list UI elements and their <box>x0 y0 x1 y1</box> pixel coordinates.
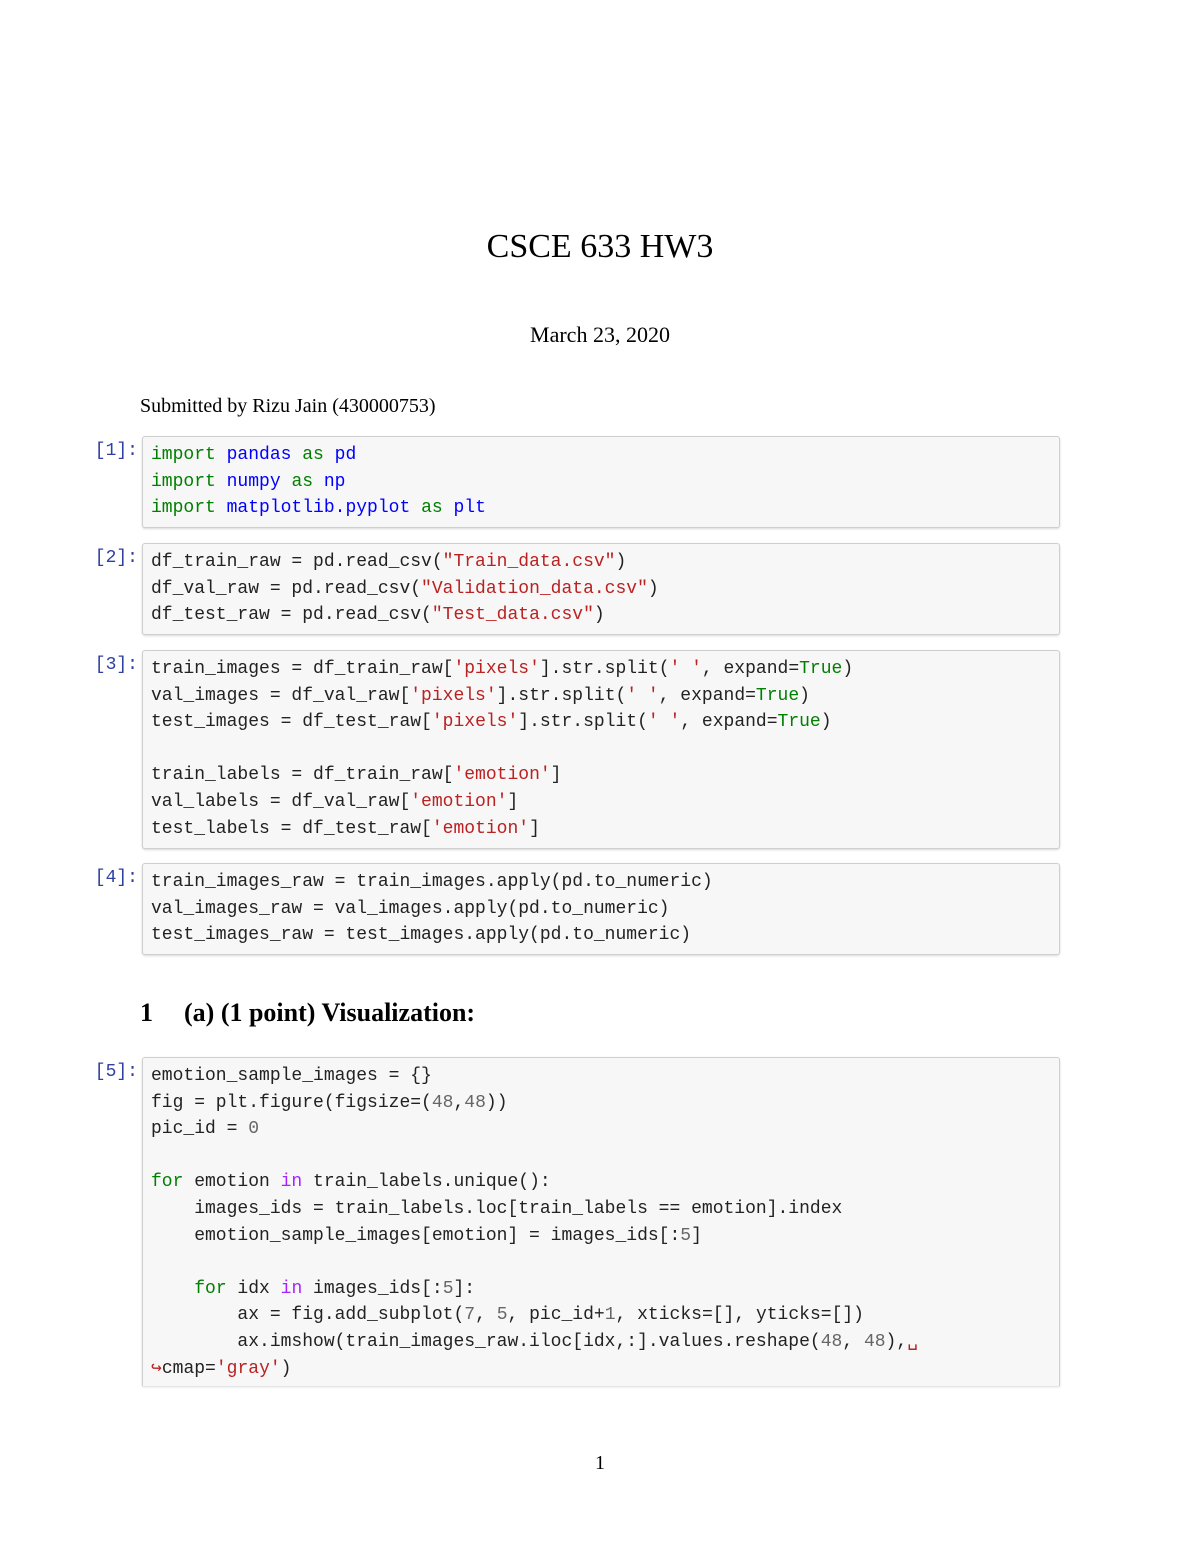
code-token: train_images_raw = train_images.apply(pd.to_numeric) <box>151 872 713 892</box>
code-line <box>151 872 713 892</box>
code-token: images_ids[: <box>302 1278 443 1299</box>
code-line <box>151 765 561 785</box>
code-token: train_labels.unique(): <box>302 1172 551 1193</box>
code-token: , expand= <box>680 712 778 733</box>
code-token: ax = fig.add_subplot( <box>151 1305 465 1326</box>
code-token: test_images = df_test_raw[ <box>151 712 432 733</box>
code-token: 0 <box>248 1119 260 1140</box>
code-token: as <box>421 498 443 519</box>
code-token <box>216 472 227 492</box>
code-token: test_labels = df_test_raw[ <box>151 818 432 839</box>
code-token: , xticks=[], yticks=[]) <box>615 1305 864 1326</box>
document-title: CSCE 633 HW3 <box>486 228 714 265</box>
code-token: )) <box>485 1092 508 1113</box>
code-token: ].str.split( <box>518 712 648 733</box>
code-token: df_train_raw = pd.read_csv( <box>151 552 443 572</box>
code-token: 5 <box>680 1225 692 1246</box>
code-block <box>143 437 1059 522</box>
code-token: 'emotion' <box>453 765 551 786</box>
code-line <box>151 1119 259 1139</box>
code-token: ) <box>799 685 810 706</box>
code-token <box>443 498 454 518</box>
code-token: ax.imshow(train_images_raw.iloc[idx,:].values.reshape( <box>151 1331 821 1352</box>
code-block <box>143 651 1059 842</box>
code-token: as <box>302 445 324 465</box>
code-token: idx <box>226 1278 281 1299</box>
code-line <box>151 1199 842 1219</box>
code-token: 'pixels' <box>453 659 540 679</box>
code-line <box>151 899 669 919</box>
code-line <box>151 1226 702 1246</box>
code-token: val_images = df_val_raw[ <box>151 685 411 706</box>
code-input-box[interactable] <box>142 863 1060 955</box>
code-token: ' ' <box>647 712 681 733</box>
code-token: 48 <box>820 1331 843 1352</box>
code-token: ' ' <box>626 685 659 706</box>
code-token: True <box>755 685 800 706</box>
code-line <box>151 659 853 679</box>
code-token: , expand= <box>658 685 756 706</box>
code-token: import <box>151 498 216 519</box>
code-token: ] <box>691 1225 702 1246</box>
code-input-box[interactable] <box>142 1057 1060 1386</box>
code-token: pandas <box>226 445 292 465</box>
code-line <box>151 1066 432 1086</box>
code-token: , <box>453 1092 465 1113</box>
code-token: df_test_raw = pd.read_csv( <box>151 605 432 626</box>
code-token: 5 <box>496 1305 508 1326</box>
code-token <box>324 445 335 465</box>
code-line <box>151 1359 291 1379</box>
code-token: True <box>777 712 821 733</box>
code-token: plt <box>453 498 486 519</box>
code-input-box[interactable] <box>142 436 1060 528</box>
code-token: val_images_raw = val_images.apply(pd.to_numeric) <box>151 898 670 919</box>
code-token: for <box>151 1172 184 1193</box>
code-token: 48 <box>464 1092 486 1113</box>
code-token: ↪ <box>151 1358 162 1379</box>
code-token: 'emotion' <box>431 818 530 839</box>
code-token: as <box>291 471 314 492</box>
code-line <box>151 1172 551 1192</box>
code-token: ] <box>550 765 562 786</box>
code-token <box>216 498 227 518</box>
code-token <box>313 472 324 492</box>
code-token: ] <box>529 818 540 839</box>
code-token <box>291 445 302 465</box>
code-token: test_images_raw = test_images.apply(pd.to_numeric) <box>151 925 692 946</box>
code-token: ' ' <box>669 659 702 679</box>
code-token: ) <box>615 552 627 572</box>
code-line <box>151 1093 508 1113</box>
code-cell-3 <box>88 650 1060 849</box>
code-token <box>151 1279 194 1299</box>
code-token: 7 <box>464 1305 476 1326</box>
code-input-box[interactable] <box>142 543 1060 635</box>
code-cell-4 <box>88 863 1060 955</box>
code-token: ), <box>885 1331 908 1352</box>
code-token: ].str.split( <box>496 685 627 706</box>
code-line <box>151 552 626 572</box>
page-number: 1 <box>595 1452 605 1474</box>
code-token: 'pixels' <box>410 685 497 706</box>
code-token: ) <box>593 605 605 626</box>
section-number: 1 <box>140 998 153 1027</box>
code-token: emotion <box>183 1172 281 1193</box>
code-token <box>281 472 292 492</box>
code-token: 48 <box>431 1092 454 1113</box>
code-token: train_labels = df_train_raw[ <box>151 765 454 786</box>
code-token: for <box>194 1278 227 1299</box>
code-token: ]: <box>453 1278 476 1299</box>
code-block <box>143 864 1059 949</box>
code-cell-5 <box>88 1057 1060 1387</box>
code-token: fig = plt.figure(figsize=( <box>151 1092 432 1113</box>
code-token: np <box>323 471 346 492</box>
code-token: in <box>280 1172 303 1193</box>
code-token: in <box>280 1278 303 1299</box>
code-token: emotion_sample_images = {} <box>151 1066 432 1086</box>
code-token: ) <box>647 578 659 599</box>
code-line <box>151 605 605 625</box>
code-line <box>151 445 356 465</box>
code-token <box>216 445 227 465</box>
code-token: emotion_sample_images[emotion] = images_ids[: <box>151 1225 681 1246</box>
code-token: df_val_raw = pd.read_csv( <box>151 578 422 599</box>
code-token: "Train_data.csv" <box>442 552 616 572</box>
section-heading <box>140 998 475 1028</box>
code-line <box>151 472 345 492</box>
code-cell-1 <box>88 436 1060 528</box>
code-line <box>151 792 518 812</box>
code-token: 1 <box>604 1305 616 1326</box>
code-token: images_ids = train_labels.loc[train_labels == emotion].index <box>151 1198 843 1219</box>
cell-prompt: [5]: <box>94 1062 138 1082</box>
code-token: , expand= <box>701 659 800 679</box>
code-token: cmap= <box>161 1358 216 1379</box>
code-token <box>410 498 421 518</box>
code-token: ].str.split( <box>539 659 670 679</box>
code-token: , <box>475 1305 497 1326</box>
document-date: March 23, 2020 <box>530 322 670 347</box>
code-token: 48 <box>863 1331 886 1352</box>
code-line <box>151 819 540 839</box>
code-input-box[interactable] <box>142 650 1060 849</box>
code-token: 'gray' <box>215 1358 281 1379</box>
submitted-by: Submitted by Rizu Jain (430000753) <box>140 395 436 417</box>
section-title: (a) (1 point) Visualization: <box>184 998 476 1027</box>
code-line <box>151 925 691 945</box>
code-token: 'pixels' <box>431 712 519 733</box>
code-line <box>151 686 810 706</box>
code-token: train_images = df_train_raw[ <box>151 659 454 679</box>
code-token: 5 <box>442 1278 454 1299</box>
code-token: pd <box>334 445 357 465</box>
code-token: import <box>151 445 216 465</box>
code-token: , <box>842 1331 864 1352</box>
cell-prompt: [3]: <box>94 655 138 675</box>
code-token: , pic_id+ <box>507 1305 605 1326</box>
cell-prompt: [4]: <box>94 868 138 888</box>
code-token: ) <box>842 659 854 679</box>
code-token: "Test_data.csv" <box>431 605 594 626</box>
code-line <box>151 1305 864 1325</box>
code-line <box>151 712 832 732</box>
code-token: 'emotion' <box>410 791 508 812</box>
code-token: import <box>151 471 216 492</box>
code-token: ) <box>280 1358 292 1379</box>
code-block <box>143 1058 1059 1382</box>
cell-prompt: [2]: <box>94 548 138 568</box>
code-cell-2 <box>88 543 1060 635</box>
code-token: numpy <box>226 471 281 492</box>
code-token: "Validation_data.csv" <box>421 578 648 599</box>
code-token: ] <box>507 791 519 812</box>
code-token: ) <box>820 712 832 733</box>
code-token: ␣ <box>907 1331 918 1352</box>
code-line <box>151 579 659 599</box>
code-token: True <box>799 659 843 679</box>
code-line <box>151 1332 918 1352</box>
code-token: val_labels = df_val_raw[ <box>151 791 411 812</box>
code-token: matplotlib.pyplot <box>226 498 411 519</box>
code-line <box>151 498 486 518</box>
cell-prompt: [1]: <box>94 441 138 461</box>
code-token: pic_id = <box>151 1119 249 1140</box>
code-line <box>151 1279 475 1299</box>
code-block <box>143 544 1059 629</box>
